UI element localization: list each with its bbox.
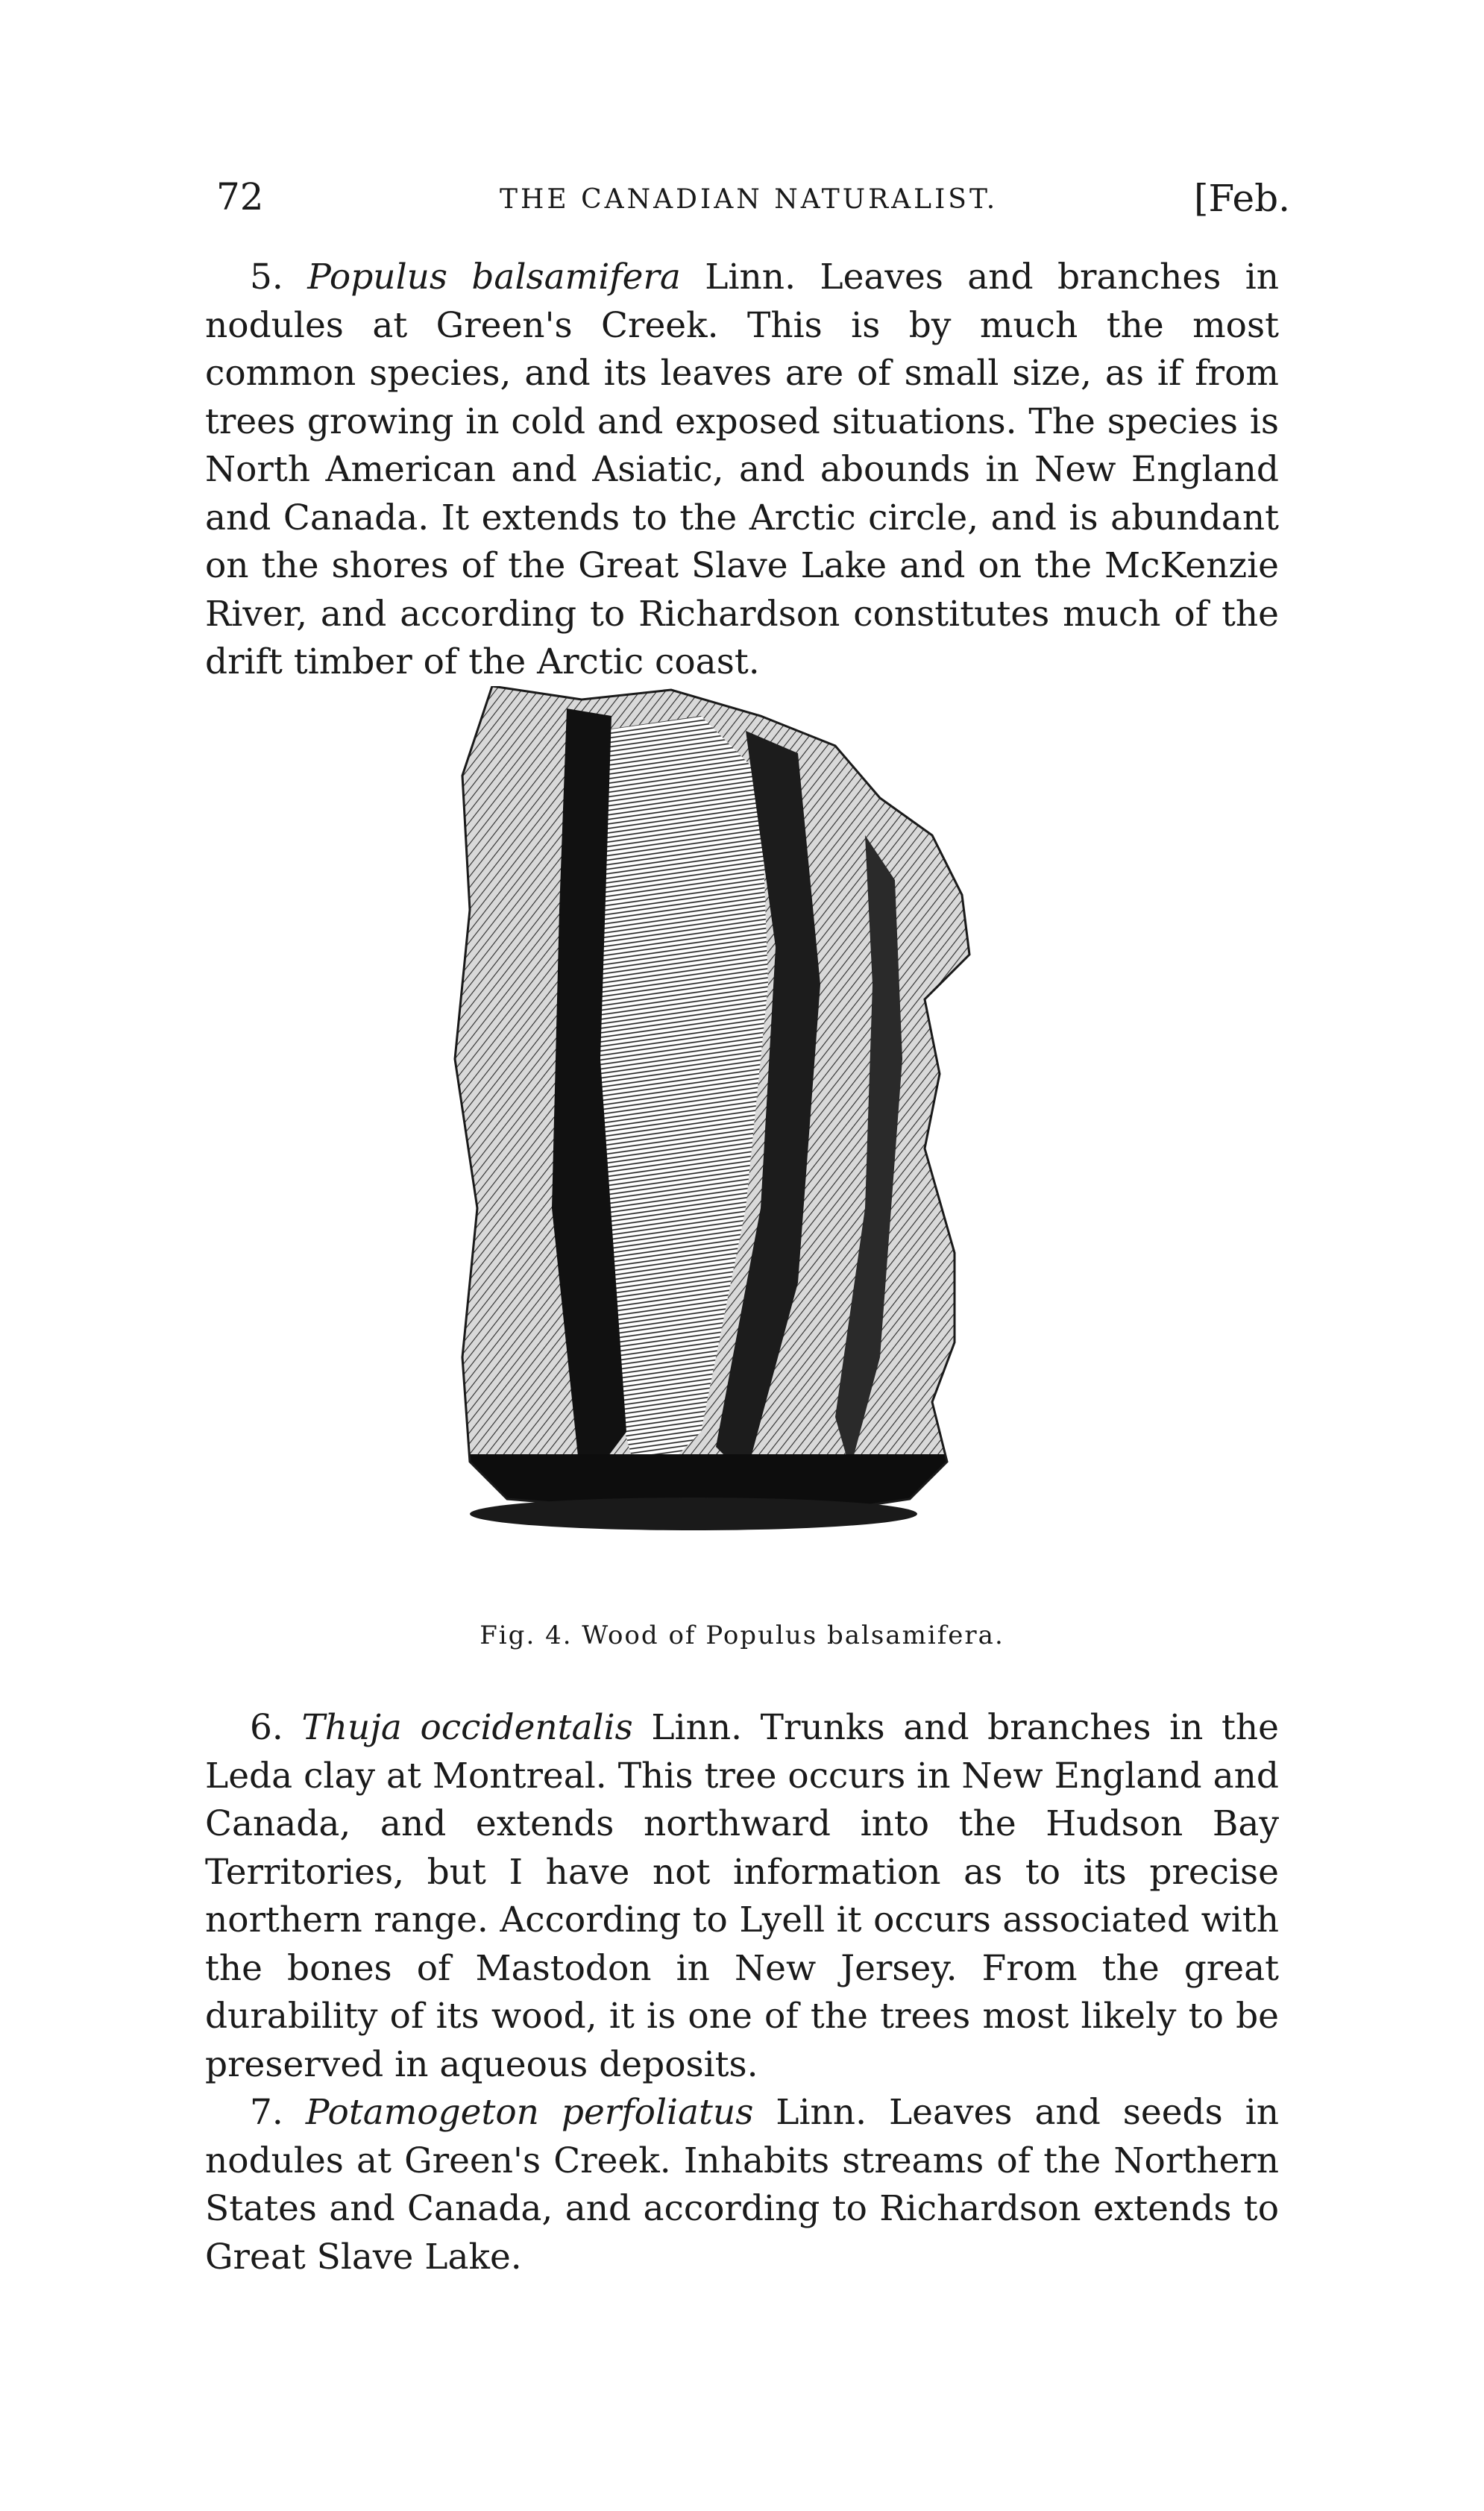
running-title: THE CANADIAN NATURALIST. [500, 184, 999, 215]
taxon-name: Thuja occidentalis [301, 1707, 633, 1748]
taxon-name: Populus balsamifera [307, 257, 681, 298]
paragraph-5-block [205, 254, 1279, 687]
paragraphs-6-7-block [205, 1704, 1279, 2281]
item-number: 5. [250, 257, 283, 298]
taxon-name: Potamogeton perfoliatus [305, 2092, 754, 2133]
paragraph-text: Linn. Leaves and branches in nodules at Green's Creek. This is by much the most common species, and its leaves are of small size, as if from trees growing in cold and exposed situations. The species is North American and Asiatic, and abounds in New England and Canada. It extends to the Arctic circle, and is abundant on the shores of the Great Slave Lake and on the McKenzie River, and according to Richardson constitutes much of the drift timber of the Arctic coast. [205, 257, 1279, 682]
item-number: 7. [250, 2092, 283, 2133]
figure-caption: Fig. 4. Wood of Populus balsamifera. [480, 1621, 1004, 1650]
paragraph-7 [205, 2089, 1279, 2281]
page-number: 72 [216, 175, 264, 219]
paragraph-6 [205, 1704, 1279, 2089]
page-header [216, 175, 1290, 227]
wood-specimen-illustration [447, 686, 984, 1581]
wood-specimen-figure [447, 686, 984, 1581]
paragraph-text: Linn. Leaves and seeds in nodules at Green's Creek. Inhabits streams of the Northern States and Canada, and according to Richardson extends to Great Slave Lake. [205, 2092, 1279, 2278]
paragraph-text: Linn. Trunks and branches in the Leda clay at Montreal. This tree occurs in New England and Canada, and extends northward into the Hudson Bay Territories, but I have not information as to its precise northern range. According to Lyell it occurs associated with the bones of Mastodon in New Jersey. From the great durability of its wood, it is one of the trees most likely to be preserved in aqueous deposits. [205, 1707, 1279, 2085]
issue-date: [Feb. [1194, 177, 1290, 220]
item-number: 6. [250, 1707, 283, 1748]
paragraph-5 [205, 254, 1279, 687]
